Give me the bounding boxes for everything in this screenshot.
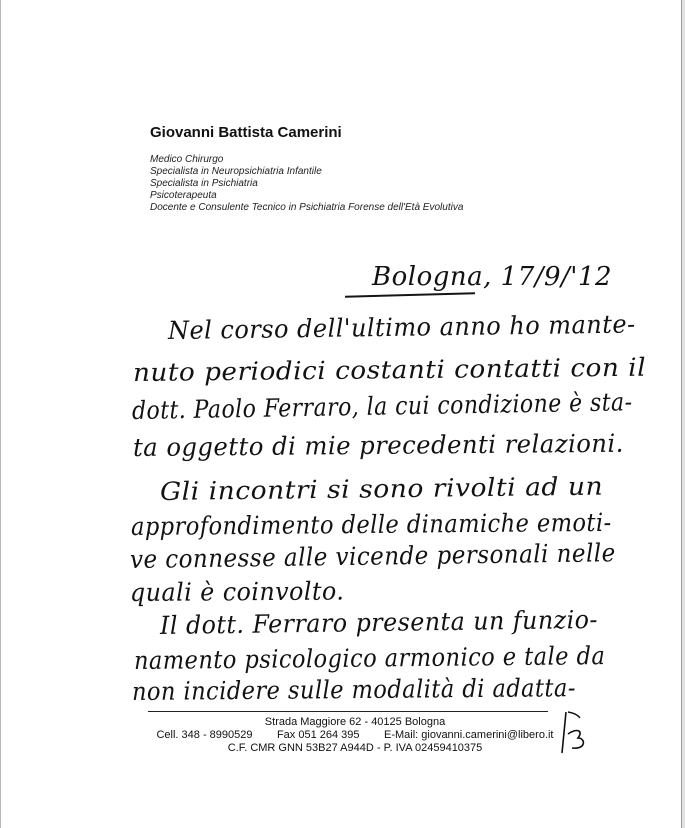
letter-line: Il dott. Ferraro presenta un funzio- bbox=[159, 604, 599, 640]
letter-line: quali è coinvolto. bbox=[129, 576, 345, 607]
letter-line: non incidere sulle modalità di adatta- bbox=[131, 673, 577, 706]
letter-line: dott. Paolo Ferraro, la cui condizione è sta- bbox=[131, 387, 633, 425]
footer-fax: Fax 051 264 395 bbox=[276, 729, 360, 741]
letter-line: approfondimento delle dinamiche emoti- bbox=[130, 507, 612, 541]
credentials-list bbox=[150, 154, 580, 214]
footer-rule bbox=[148, 711, 548, 712]
letter-line: nuto periodici costanti contatti con il bbox=[132, 352, 647, 387]
footer-fiscal: C.F. CMR GNN 53B27 A944D - P. IVA 02459410375 bbox=[227, 742, 483, 754]
date-underline bbox=[345, 292, 475, 297]
place-date: Bologna, 17/9/'12 bbox=[372, 262, 613, 292]
footer-cell: Cell. 348 - 8990529 bbox=[156, 729, 253, 741]
letter-line: ta oggetto di mie precedenti relazioni. bbox=[132, 428, 625, 462]
page-edge-left bbox=[0, 0, 1, 828]
credential-item: Specialista in Neuropsichiatria Infantile bbox=[150, 166, 322, 177]
letter-line: ve connesse alle vicende personali nelle bbox=[129, 538, 616, 574]
footer-email: E-Mail: giovanni.camerini@libero.it bbox=[383, 729, 554, 741]
letter-line: namento psicologico armonico e tale da bbox=[133, 641, 606, 675]
credential-item: Specialista in Psichiatria bbox=[150, 178, 258, 189]
footer-address: Strada Maggiore 62 - 40125 Bologna bbox=[264, 716, 446, 728]
credential-item: Psicoterapeuta bbox=[150, 190, 217, 201]
credential-item: Docente e Consulente Tecnico in Psichiatria Forense dell'Età Evolutiva bbox=[150, 202, 464, 213]
page-mark-icon bbox=[560, 710, 590, 755]
credential-item: Medico Chirurgo bbox=[150, 154, 224, 165]
footer bbox=[150, 716, 560, 755]
letter-line: Nel corso dell'ultimo anno ho mante- bbox=[167, 309, 636, 345]
letterhead bbox=[150, 124, 580, 214]
letter-line: Gli incontri si sono rivolti ad un bbox=[159, 471, 604, 506]
footer-contacts bbox=[150, 729, 560, 742]
doctor-name: Giovanni Battista Camerini bbox=[150, 124, 342, 141]
